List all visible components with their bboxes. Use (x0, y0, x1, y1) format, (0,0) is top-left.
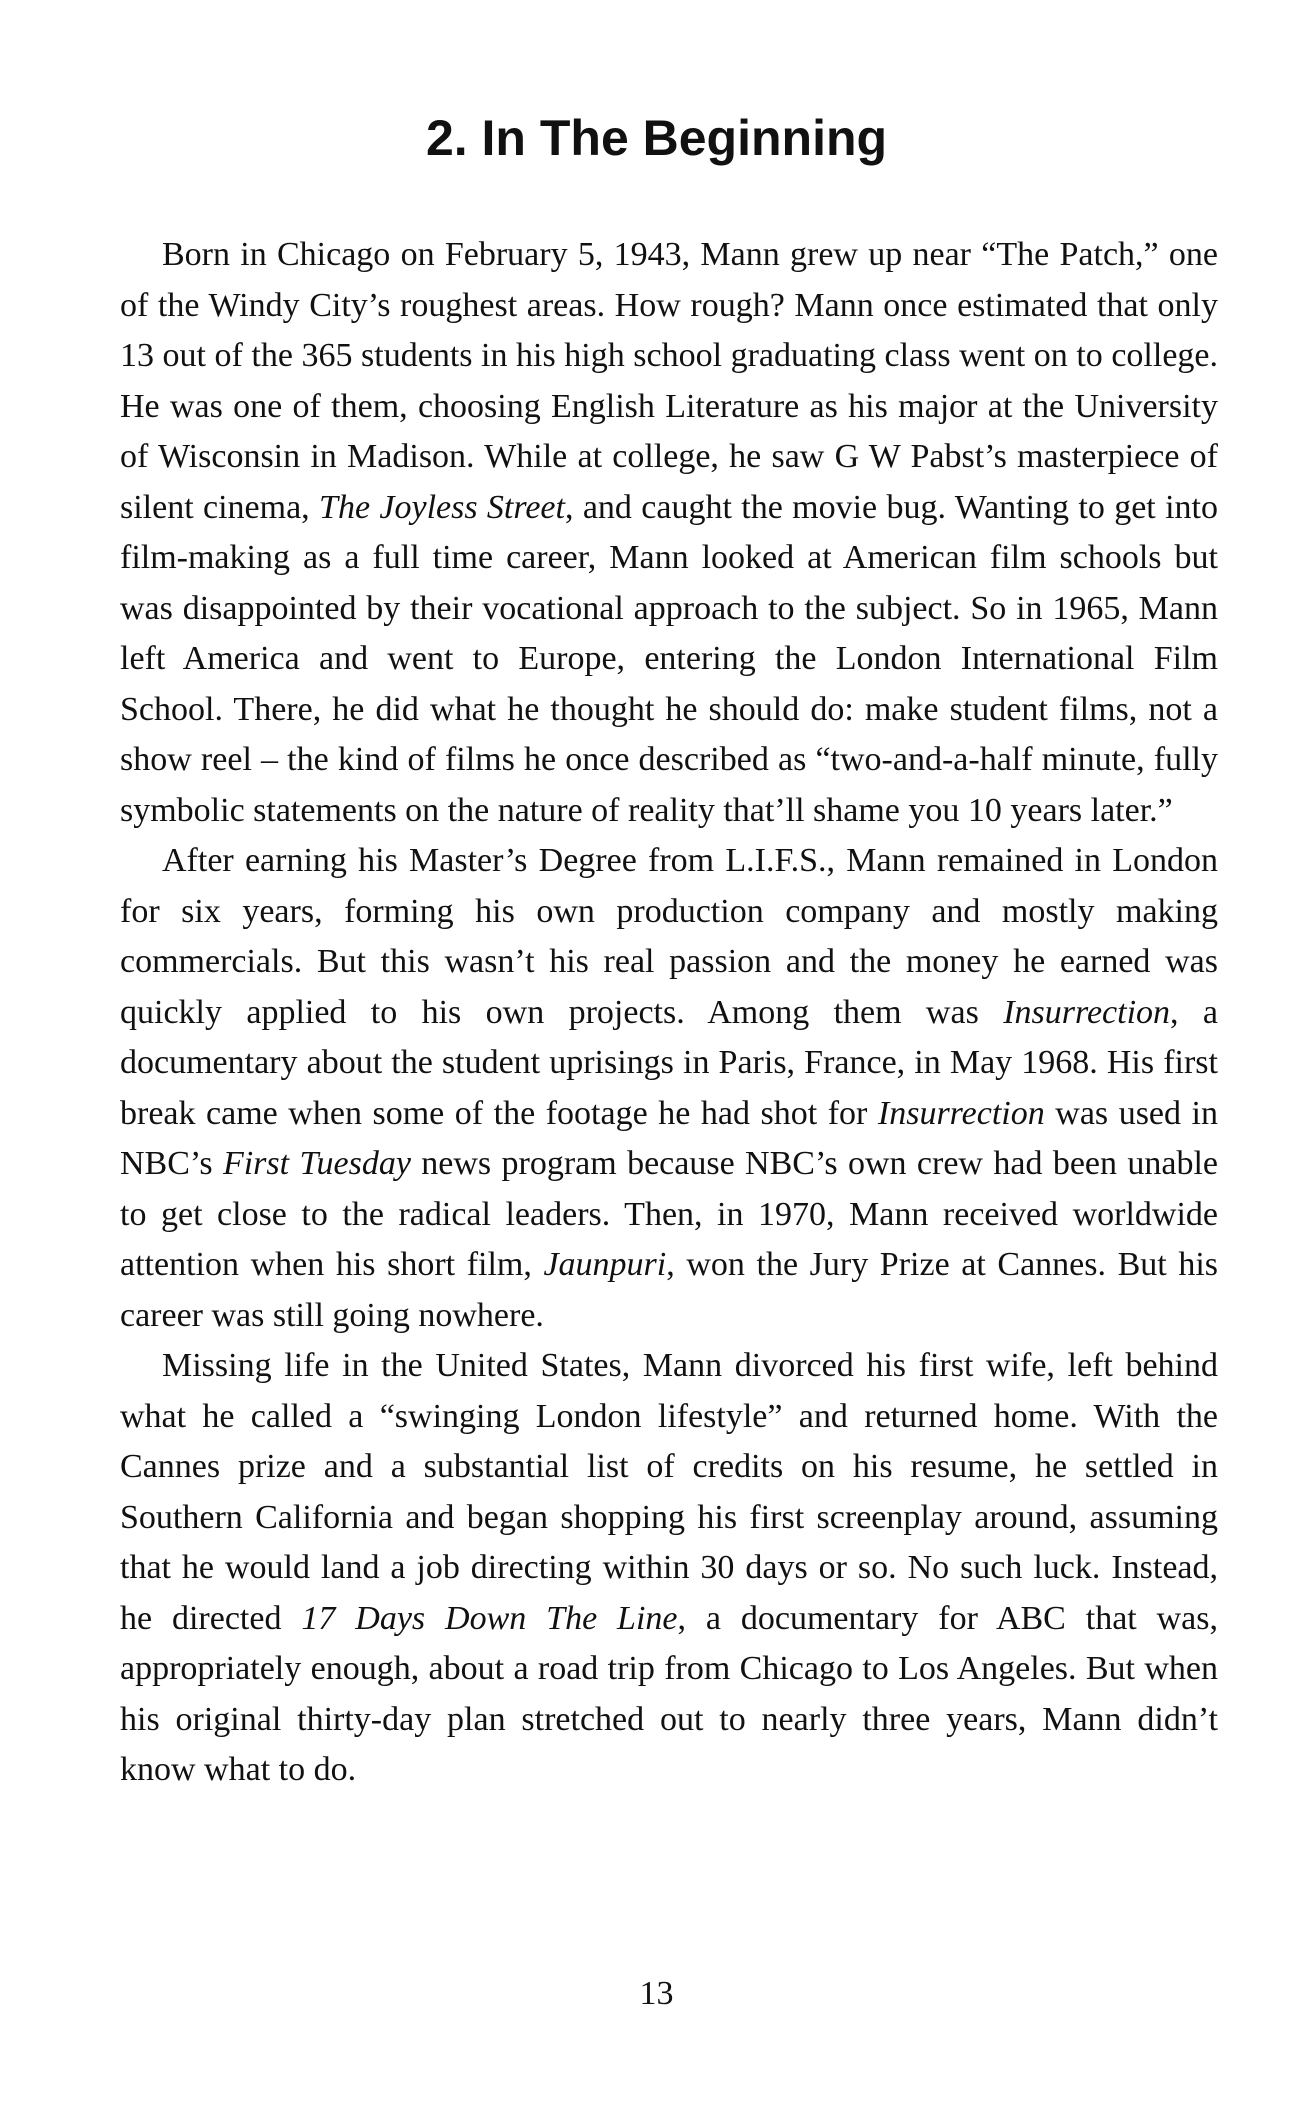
paragraph (120, 230, 1218, 836)
paragraph-text: , and caught the movie bug. Wanting to get into film-making as a full time career, Mann looked at American film schools but was disappointed by their vocational approach to the subject. So in 1965, Mann left America and went to Europe, entering the London International Film School. There, he did what he thought he should do: make student films, not a show reel – the kind of films he once described as “two-and-a-half minute, fully symbolic statements on the nature of reality that’ll shame you 10 years later.” (120, 488, 1218, 829)
paragraph-text: , a documentary about the student uprisings in Paris, France, in May 1968. His first break came when some of the footage he had shot for (120, 993, 1218, 1132)
italic-title-text: 17 Days Down The Line (301, 1599, 678, 1637)
paragraph-text: Missing life in the United States, Mann divorced his first wife, left behind what he called a “swinging London lifestyle” and returned home. With the Cannes prize and a substantial list of credits on his resume, he settled in Southern California and began shopping his first screenplay around, assuming that he would land a job directing within 30 days or so. No such luck. Instead, he directed (120, 1347, 1218, 1637)
chapter-title: 2. In The Beginning (425, 110, 888, 166)
paragraph-text: Born in Chicago on February 5, 1943, Mann grew up near “The Patch,” one of the Windy City’s roughest areas. How rough? Mann once estimated that only 13 out of the 365 students in his high school graduating class went on to college. He was one of them, choosing English Literature as his major at the University of Wisconsin in Madison. While at college, he saw G W Pabst’s masterpiece of silent cinema, (120, 236, 1218, 526)
italic-title-text: Insurrection (877, 1094, 1045, 1132)
chapter-body (120, 230, 1218, 1796)
paragraph (120, 836, 1218, 1341)
paragraph-text: , a documentary for ABC that was, appropriately enough, about a road trip from Chicago to Los Angeles. But when his original thirty-day plan stretched out to nearly three years, Mann didn’t know what to do. (120, 1599, 1218, 1788)
paragraph-text: After earning his Master’s Degree from L.I.F.S., Mann remained in London for six years, forming his own production company and mostly making commercials. But this wasn’t his real passion and the money he earned was quickly applied to his own projects. Among them was (120, 842, 1218, 1031)
paragraph-text: news program because NBC’s own crew had been unable to get close to the radical leaders. Then, in 1970, Mann received worldwide attention when his short film, (120, 1145, 1218, 1283)
italic-title-text: First Tuesday (222, 1145, 411, 1182)
italic-title-text: Insurrection (1003, 993, 1171, 1031)
paragraph-text: , won the Jury Prize at Cannes. But his career was still going nowhere. (120, 1246, 1219, 1334)
italic-title-text: Jaunpuri (543, 1246, 667, 1283)
page-number: 13 (639, 1975, 674, 2012)
paragraph-text: was used in NBC’s (120, 1094, 1218, 1182)
paragraph (120, 1341, 1218, 1796)
italic-title-text: The Joyless Street (319, 488, 565, 526)
